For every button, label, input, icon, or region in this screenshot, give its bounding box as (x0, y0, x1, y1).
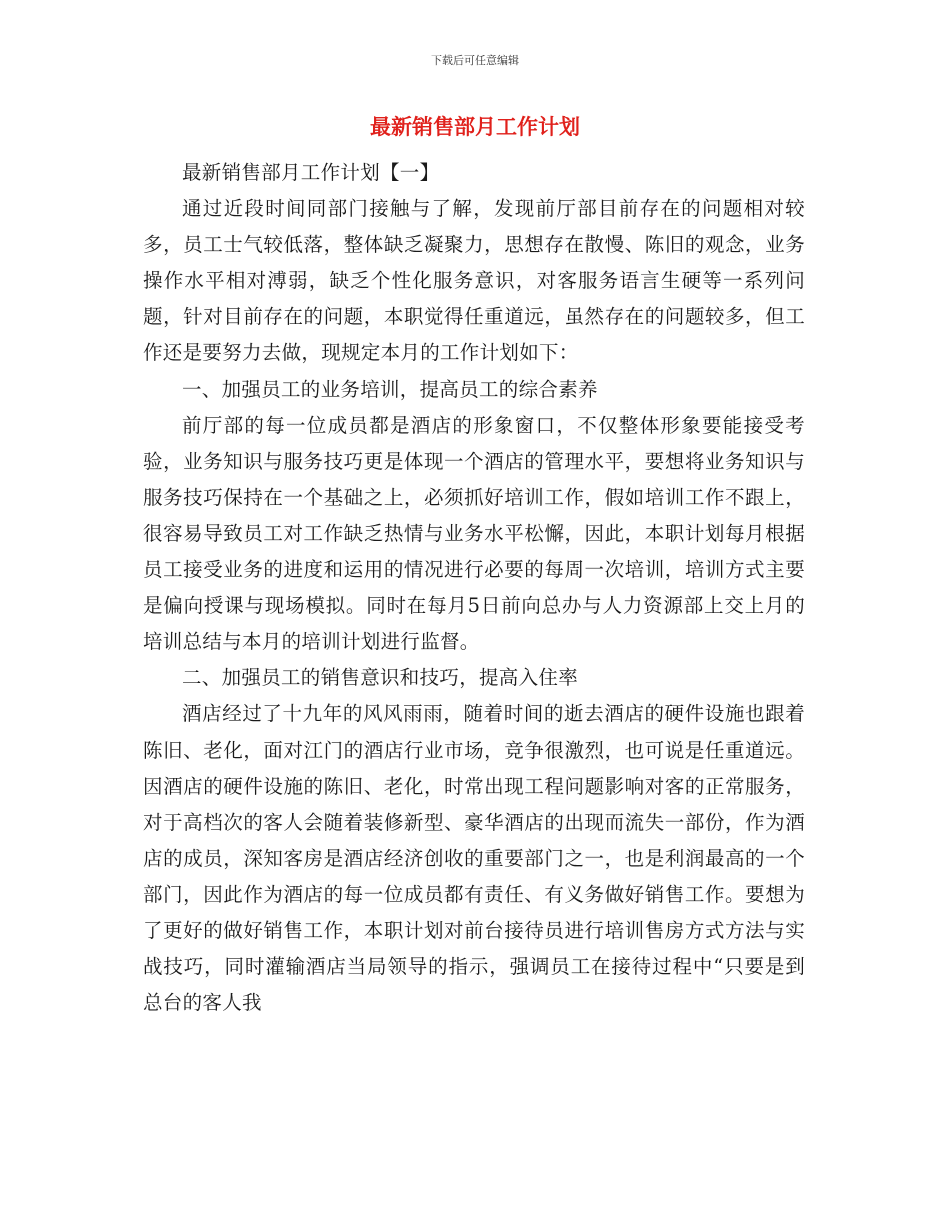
document-title: 最新销售部月工作计划 (370, 114, 580, 139)
section-heading: 二、加强员工的销售意识和技巧，提高入住率 (182, 666, 579, 690)
body-paragraph: 前厅部的每一位成员都是酒店的形象窗口，不仅整体形象要能接受考验，业务知识与服务技巧更是体现一个酒店的管理水平，要想将业务知识与服务技巧保持在一个基础之上，必须抓好培训工作，假如培训工作不跟上，很容易导致员工对工作缺乏热情与业务水平松懈，因此，本职计划每月根据员工接受业务的进度和运用的情况进行必要的每周一次培训，培训方式主要是偏向授课与现场模拟。同时在每月5日前向总办与人力资源部上交上月的培训总结与本月的培训计划进行监督。 (143, 413, 805, 654)
body-paragraph: 通过近段时间同部门接触与了解，发现前厅部目前存在的问题相对较多，员工士气较低落，整体缺乏凝聚力，思想存在散慢、陈旧的观念，业务操作水平相对溥弱，缺乏个性化服务意识，对客服务语言生硬等一系列问题，针对目前存在的问题，本职觉得任重道远，虽然存在的问题较多，但工作还是要努力去做，现规定本月的工作计划如下： (143, 197, 805, 365)
section-heading: 最新销售部月工作计划【一】 (182, 161, 440, 184)
section-heading: 一、加强员工的业务培训，提高员工的综合素养 (182, 377, 598, 401)
body-paragraph: 酒店经过了十九年的风风雨雨，随着时间的逝去酒店的硬件设施也跟着陈旧、老化，面对江门的酒店行业市场，竞争很激烈，也可说是任重道远。因酒店的硬件设施的陈旧、老化，时常出现工程问题影响对客的正常服务，对于高档次的客人会随着装修新型、豪华酒店的出现而流失一部份，作为酒店的成员，深知客房是酒店经济创收的重要部门之一，也是利润最高的一个部门，因此作为酒店的每一位成员都有责任、有义务做好销售工作。要想为了更好的做好销售工作，本职计划对前台接待员进行培训售房方式方法与实战技巧，同时灌输酒店当局领导的指示，强调员工在接待过程中“只要是到总台的客人我 (143, 702, 805, 1015)
page-header-note: 下载后可任意编辑 (431, 54, 519, 67)
document-body (143, 155, 805, 1021)
